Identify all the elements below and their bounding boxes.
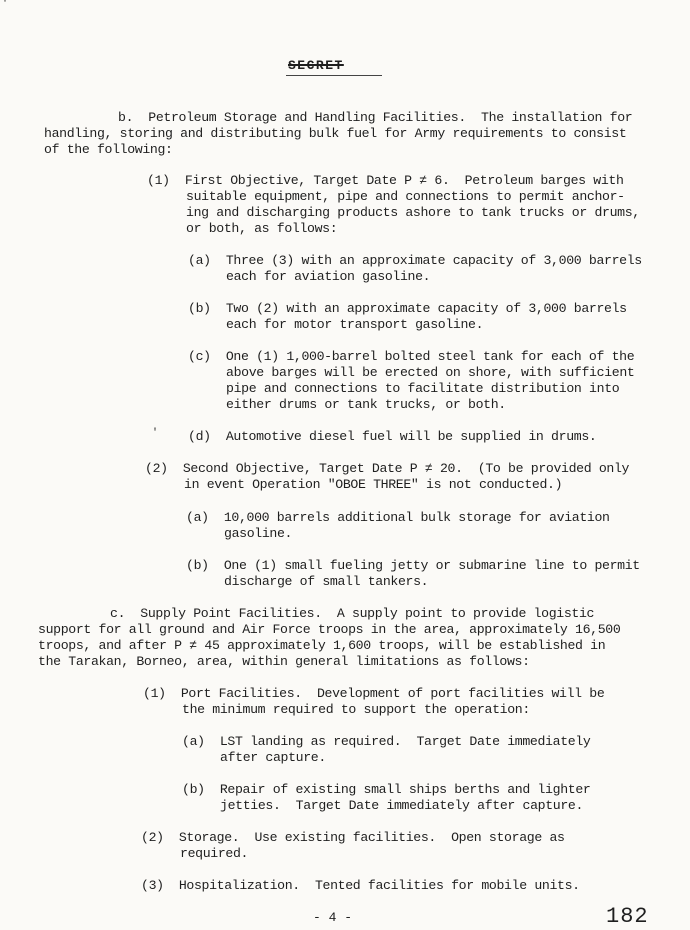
text-line: the minimum required to support the operation: [182,702,530,717]
text-line: b. Petroleum Storage and Handling Facilities. The installation for [118,110,633,125]
text-line: support for all ground and Air Force troops in the area, approximately 16,500 [38,622,621,637]
classification-header: SECRET [288,58,344,73]
text-line: in event Operation "OBOE THREE" is not conducted.) [184,477,563,492]
text-line: handling, storing and distributing bulk fuel for Army requirements to consist [44,126,627,141]
text-line: ing and discharging products ashore to tank trucks or drums, [186,205,640,220]
text-line: each for aviation gasoline. [226,269,431,284]
text-line: discharge of small tankers. [224,574,429,589]
text-line: (b) One (1) small fueling jetty or submarine line to permit [186,558,640,573]
stamp-number: 182 [606,904,649,929]
text-line: (2) Storage. Use existing facilities. Open storage as [141,830,565,845]
text-line: (c) One (1) 1,000-barrel bolted steel tank for each of the [188,349,635,364]
text-line: (2) Second Objective, Target Date P ≠ 20. (To be provided only [145,461,630,476]
text-line: (a) 10,000 barrels additional bulk storage for aviation [186,510,610,525]
margin-speck: ' [152,428,159,439]
text-line: (d) Automotive diesel fuel will be supplied in drums. [188,429,597,444]
text-line: gasoline. [224,526,293,541]
text-line: pipe and connections to facilitate distribution into [226,381,620,396]
header-underline [286,75,382,76]
text-line: each for motor transport gasoline. [226,317,484,332]
text-line: of the following: [44,142,173,157]
text-line: (b) Two (2) with an approximate capacity of 3,000 barrels [188,301,627,316]
text-line: the Tarakan, Borneo, area, within general limitations as follows: [38,654,530,669]
text-line: after capture. [220,750,326,765]
text-line: suitable equipment, pipe and connections to permit anchor- [186,189,625,204]
text-line: jetties. Target Date immediately after capture. [220,798,584,813]
text-line: (a) Three (3) with an approximate capacity of 3,000 barrels [188,253,642,268]
text-line: (3) Hospitalization. Tented facilities for mobile units. [141,878,580,893]
text-line: (1) Port Facilities. Development of port facilities will be [143,686,605,701]
text-line: (a) LST landing as required. Target Date immediately [182,734,591,749]
page-number: - 4 - [313,910,353,925]
text-line: or both, as follows: [186,221,338,236]
text-line: (1) First Objective, Target Date P ≠ 6. Petroleum barges with [147,173,624,188]
text-line: c. Supply Point Facilities. A supply point to provide logistic [110,606,595,621]
text-line: above barges will be erected on shore, with sufficient [226,365,635,380]
corner-mark: ' [2,0,9,10]
text-line: troops, and after P ≠ 45 approximately 1,600 troops, will be established in [38,638,606,653]
text-line: either drums or tank trucks, or both. [226,397,506,412]
text-line: required. [180,846,249,861]
text-line: (b) Repair of existing small ships berths and lighter [182,782,591,797]
